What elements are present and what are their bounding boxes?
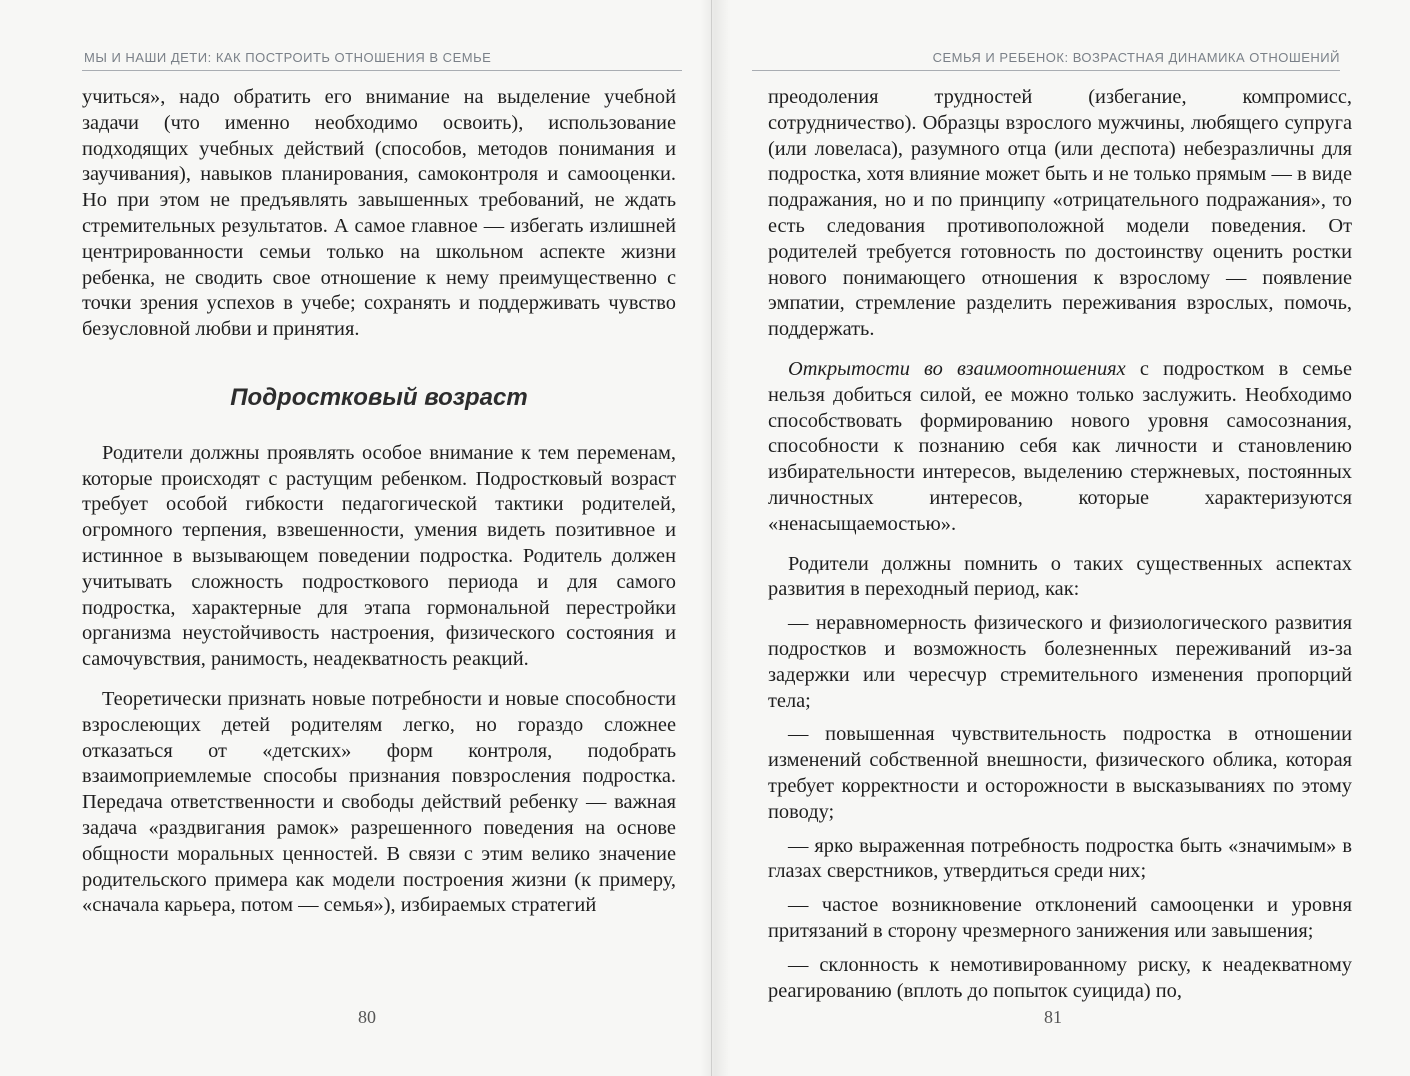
right-paragraph-1: преодоления трудностей (избегание, компромисс, сотрудничество). Образцы взрослого мужчины, любящего супруга (или ловеласа), разумного отца (или деспота) небезразличны для подростка, хотя влияние может быть и не только прямым — в виде подражания, но и по принципу «отрицательного подражания», то есть следования противоположной модели поведения. От родителей требуется готовность по достоинству оценить ростки нового понимающего отношения к взрослому — появление эмпатии, стремление разделить переживания взрослых, помочь, поддержать.	[768, 86, 1352, 341]
list-item: — склонность к немотивированному риску, к неадекватному реагированию (вплоть до попыток суицида) по,	[768, 953, 1352, 1002]
list-item: — повышенная чувствительность подростка в отношении изменений собственной внешности, физического облика, которая требует корректности и осторожности в высказываниях по этому поводу;	[768, 723, 1352, 823]
right-header-rule	[752, 70, 1340, 71]
left-page-number: 80	[358, 1007, 376, 1027]
left-header-rule	[82, 70, 682, 71]
list-item: — ярко выраженная потребность подростка быть «значимым» в глазах сверстников, утвердиться среди них;	[768, 834, 1352, 883]
right-paragraph-2-rest: с подростком в семье нельзя добиться силой, ее можно только заслужить. Необходимо способствовать формированию нового уровня самосознания, способности к познанию себя как личности и становлению избирательности интересов, выделению стержневых, постоянных личностных интересов, которые характеризуются «ненасыщаемостью».	[768, 357, 1352, 535]
right-running-head: СЕМЬЯ И РЕБЕНОК: ВОЗРАСТНАЯ ДИНАМИКА ОТНОШЕНИЙ	[932, 50, 1340, 65]
list-item: — частое возникновение отклонений самооценки и уровня притязаний в сторону чрезмерного занижения или завышения;	[768, 894, 1352, 942]
right-paragraph-2	[768, 357, 1352, 538]
right-body-text	[768, 85, 1352, 1004]
right-page-number: 81	[1044, 1007, 1062, 1027]
left-paragraph-2: Родители должны проявлять особое внимание к тем переменам, которые происходят с растущим ребенком. Подростковый возраст требует особой гибкости педагогической тактики родителей, огромного терпения, взвешенности, умения видеть позитивное и истинное в вызывающем поведении подростка. Родитель должен учитывать сложность подросткового периода и для самого подростка, характерные для этапа гормональной перестройки организма неустойчивость настроения, физического состояния и самочувствия, ранимость, неадекватность реакций.	[82, 441, 676, 671]
section-heading: Подростковый возраст	[230, 383, 528, 411]
right-page	[712, 0, 1410, 1076]
right-paragraph-3: Родители должны помнить о таких существенных аспектах развития в переходный период, как:	[768, 552, 1352, 601]
italic-lead-phrase: Открытости во взаимоотношениях	[788, 357, 1126, 380]
left-paragraph-3: Теоретически признать новые потребности и новые способности взрослеющих детей родителям легко, но гораздо сложнее отказаться от «детских» форм контроля, подобрать взаимоприемлемые способы признания повзросления подростка. Передача ответственности и свободы действий ребенку — важная задача «раздвигания рамок» разрешенного поведения на основе общности моральных ценностей. В связи с этим велико значение родительского примера как модели построения жизни (к примеру, «сначала карьера, потом — семья»), избираемых стратегий	[82, 687, 676, 917]
left-body-text	[82, 85, 676, 919]
left-running-head: МЫ И НАШИ ДЕТИ: КАК ПОСТРОИТЬ ОТНОШЕНИЯ В СЕМЬЕ	[84, 50, 492, 65]
list-item: — неравномерность физического и физиологического развития подростков и возможность болезненных переживаний из-за задержки или чересчур стремительного изменения пропорций тела;	[768, 612, 1352, 712]
left-paragraph-1: учиться», надо обратить его внимание на выделение учебной задачи (что именно необходимо освоить), использование подходящих учебных действий (способов, методов понимания и заучивания), навыков планирования, самоконтроля и самооценки. Но при этом не предъявлять завышенных требований, не ждать стремительных результатов. А самое главное — избегать излишней центрированности семьи только на школьном аспекте жизни ребенка, не сводить свое отношение к нему преимущественно с точки зрения успехов в учебе; сохранять и поддерживать чувство безусловной любви и принятия.	[82, 86, 676, 341]
